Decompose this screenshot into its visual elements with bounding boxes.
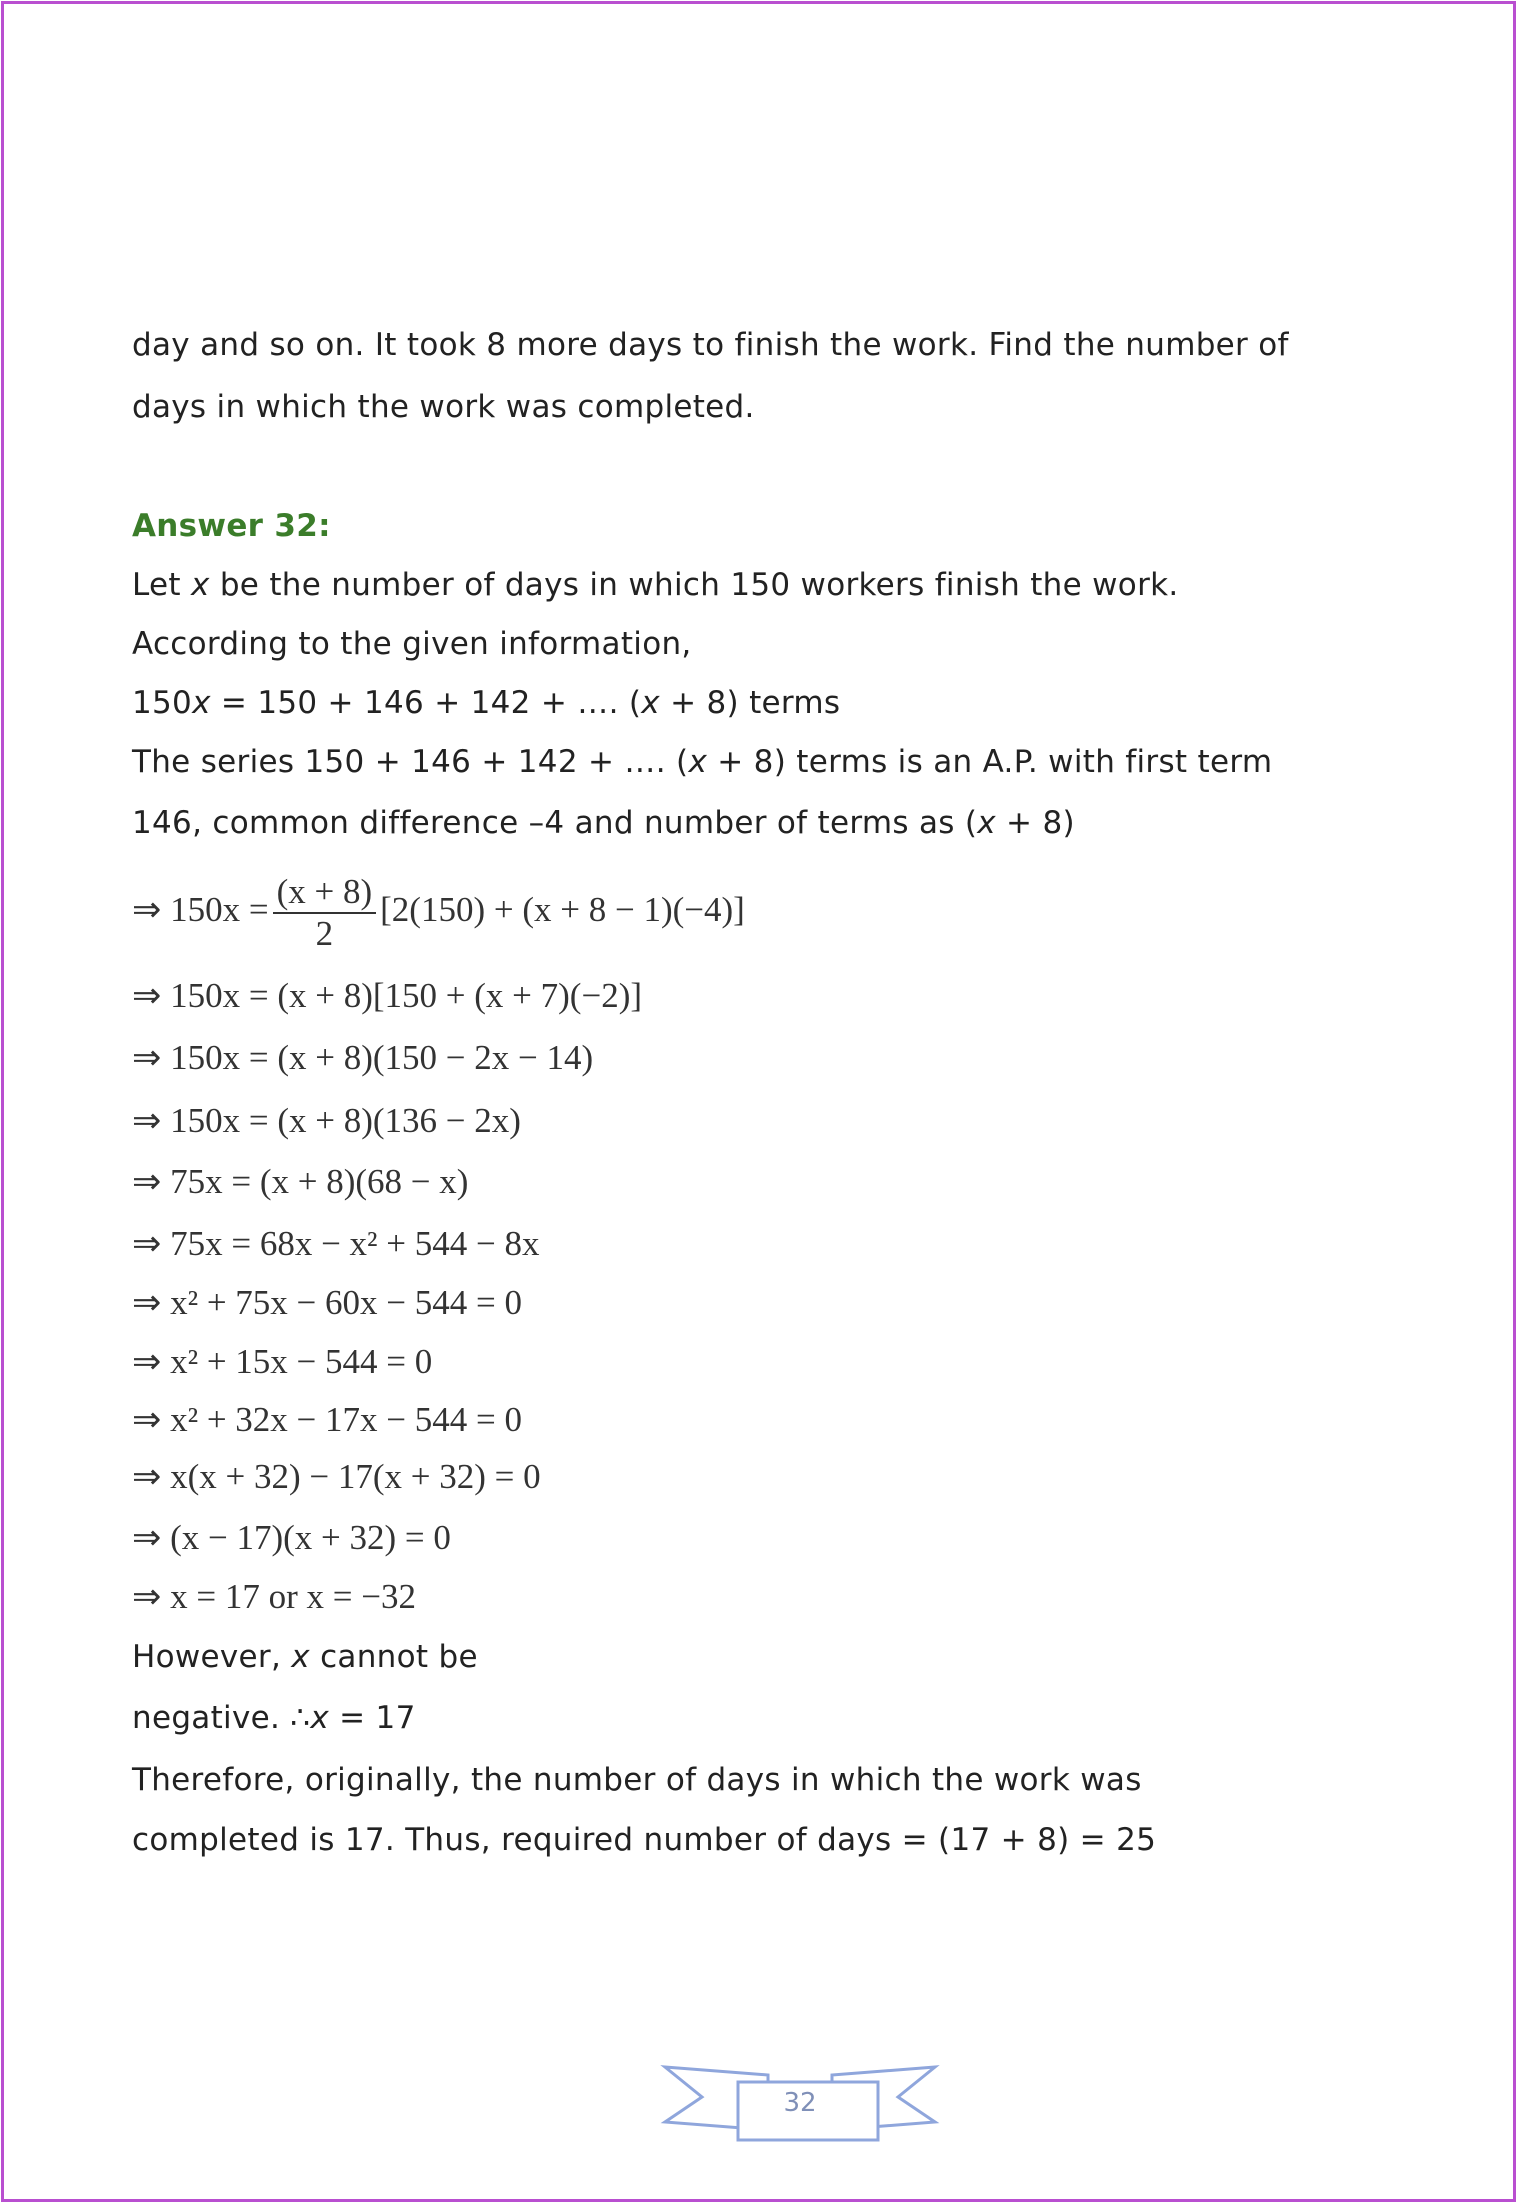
math-step: ⇒ x² + 32x − 17x − 544 = 0 <box>132 1400 523 1439</box>
answer-text-line: 146, common difference –4 and number of terms as (x + 8) <box>132 805 1075 841</box>
conclusion-line: However, x cannot be <box>132 1639 478 1675</box>
question-text-line: days in which the work was completed. <box>132 389 755 425</box>
conclusion-line: completed is 17. Thus, required number of days = (17 + 8) = 25 <box>132 1822 1157 1858</box>
math-step: ⇒ 150x = (x + 8)(150 − 2x − 14) <box>132 1038 594 1077</box>
math-step: ⇒ x² + 15x − 544 = 0 <box>132 1342 433 1381</box>
math-step: ⇒ 75x = (x + 8)(68 − x) <box>132 1162 469 1201</box>
math-step: ⇒ 150x = (x + 8)(136 − 2x) <box>132 1101 521 1140</box>
math-step: ⇒ x = 17 or x = −32 <box>132 1577 416 1616</box>
math-step: ⇒ (x − 17)(x + 32) = 0 <box>132 1518 451 1557</box>
page-number: 32 <box>783 2088 817 2118</box>
conclusion-line: Therefore, originally, the number of days in which the work was <box>132 1762 1142 1798</box>
page-number-ribbon <box>650 2040 950 2160</box>
answer-text-line: Let x be the number of days in which 150 workers finish the work. <box>132 567 1179 603</box>
answer-text-line: The series 150 + 146 + 142 + …. (x + 8) terms is an A.P. with first term <box>132 744 1273 780</box>
answer-text-line: 150x = 150 + 146 + 142 + …. (x + 8) terms <box>132 685 841 721</box>
math-step: ⇒ x² + 75x − 60x − 544 = 0 <box>132 1283 523 1322</box>
conclusion-line: negative. ∴x = 17 <box>132 1700 416 1736</box>
answer-heading: Answer 32: <box>132 508 331 544</box>
math-step: ⇒ x(x + 32) − 17(x + 32) = 0 <box>132 1457 541 1496</box>
math-step: ⇒ 75x = 68x − x² + 544 − 8x <box>132 1224 540 1263</box>
answer-text-line: According to the given information, <box>132 626 692 662</box>
math-step: ⇒ 150x = (x + 8)[150 + (x + 7)(−2)] <box>132 976 643 1015</box>
math-step-fraction: ⇒ 150x = $\frac{(x + 8)}{2}$ [2(150) + (x + 8 − 1)(−4)] <box>132 872 745 953</box>
question-text-line: day and so on. It took 8 more days to finish the work. Find the number of <box>132 327 1289 363</box>
